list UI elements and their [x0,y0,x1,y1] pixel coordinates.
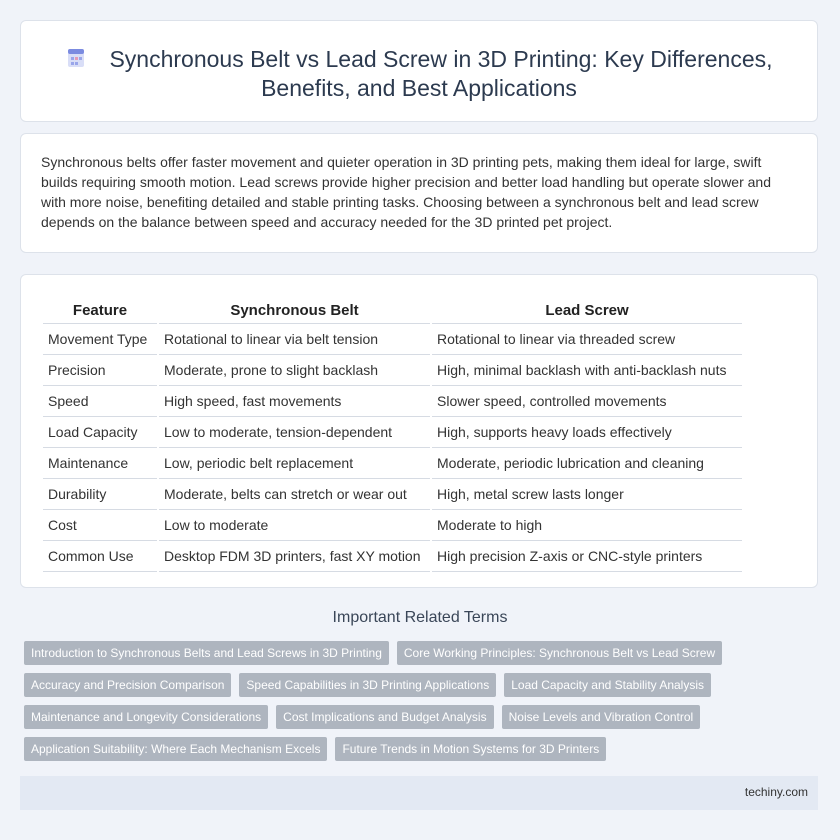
cell-lead-screw: High precision Z-axis or CNC-style printers [432,541,742,572]
cell-feature: Movement Type [43,324,157,355]
footer-site[interactable]: techiny.com [744,785,808,799]
cell-synchronous-belt: Rotational to linear via belt tension [159,324,430,355]
table-row [43,479,742,510]
cell-lead-screw: Moderate, periodic lubrication and cleaning [432,448,742,479]
cell-feature: Durability [43,479,157,510]
header-feature: Feature [43,295,157,324]
table-row [43,510,742,541]
header-lead-screw: Lead Screw [432,295,742,324]
related-term-tag[interactable]: Load Capacity and Stability Analysis [504,673,711,697]
cell-synchronous-belt: Low to moderate, tension-dependent [159,417,430,448]
table-row [43,541,742,572]
related-term-tag[interactable]: Introduction to Synchronous Belts and Lead Screws in 3D Printing [24,641,389,665]
cell-feature: Precision [43,355,157,386]
table-row [43,386,742,417]
page-title: Synchronous Belt vs Lead Screw in 3D Printing: Key Differences, Benefits, and Best Applications [109,46,773,101]
cell-lead-screw: High, metal screw lasts longer [432,479,742,510]
related-term-tag[interactable]: Core Working Principles: Synchronous Belt vs Lead Screw [397,641,722,665]
cell-lead-screw: Slower speed, controlled movements [432,386,742,417]
cell-feature: Maintenance [43,448,157,479]
footer [20,776,818,810]
cell-lead-screw: Rotational to linear via threaded screw [432,324,742,355]
cell-feature: Load Capacity [43,417,157,448]
intro-card [20,133,818,253]
related-term-tag[interactable]: Maintenance and Longevity Considerations [24,705,268,729]
table-row [43,448,742,479]
title-card [20,20,818,122]
related-term-tag[interactable]: Future Trends in Motion Systems for 3D Printers [335,737,606,761]
page-title-wrap [21,45,817,103]
related-term-tag[interactable]: Application Suitability: Where Each Mechanism Excels [24,737,327,761]
cell-synchronous-belt: Low to moderate [159,510,430,541]
table-row [43,417,742,448]
related-term-tag[interactable]: Noise Levels and Vibration Control [502,705,701,729]
cell-synchronous-belt: Moderate, belts can stretch or wear out [159,479,430,510]
cell-lead-screw: High, supports heavy loads effectively [432,417,742,448]
table-row [43,355,742,386]
related-terms-list [24,641,824,769]
cell-synchronous-belt: Desktop FDM 3D printers, fast XY motion [159,541,430,572]
cell-feature: Speed [43,386,157,417]
related-term-tag[interactable]: Speed Capabilities in 3D Printing Applications [239,673,496,697]
header-synchronous-belt: Synchronous Belt [159,295,430,324]
cell-lead-screw: High, minimal backlash with anti-backlash nuts [432,355,742,386]
cell-synchronous-belt: Moderate, prone to slight backlash [159,355,430,386]
comparison-card [20,274,818,588]
cell-synchronous-belt: High speed, fast movements [159,386,430,417]
cell-synchronous-belt: Low, periodic belt replacement [159,448,430,479]
document-icon [65,47,87,69]
related-term-tag[interactable]: Cost Implications and Budget Analysis [276,705,493,729]
table-row [43,324,742,355]
comparison-table [43,295,742,572]
cell-lead-screw: Moderate to high [432,510,742,541]
intro-paragraph: Synchronous belts offer faster movement and quieter operation in 3D printing pets, making them ideal for large, swift builds requiring smooth motion. Lead screws provide higher precision and better load handling but operate slower and with more noise, benefiting detailed and stable printing tasks. Choosing between a synchronous belt and lead screw depends on the balance between speed and accuracy needed for the 3D printed pet project. [41,154,771,230]
related-term-tag[interactable]: Accuracy and Precision Comparison [24,673,231,697]
cell-feature: Common Use [43,541,157,572]
related-terms-heading: Important Related Terms [332,609,508,626]
cell-feature: Cost [43,510,157,541]
table-header-row [43,295,742,324]
